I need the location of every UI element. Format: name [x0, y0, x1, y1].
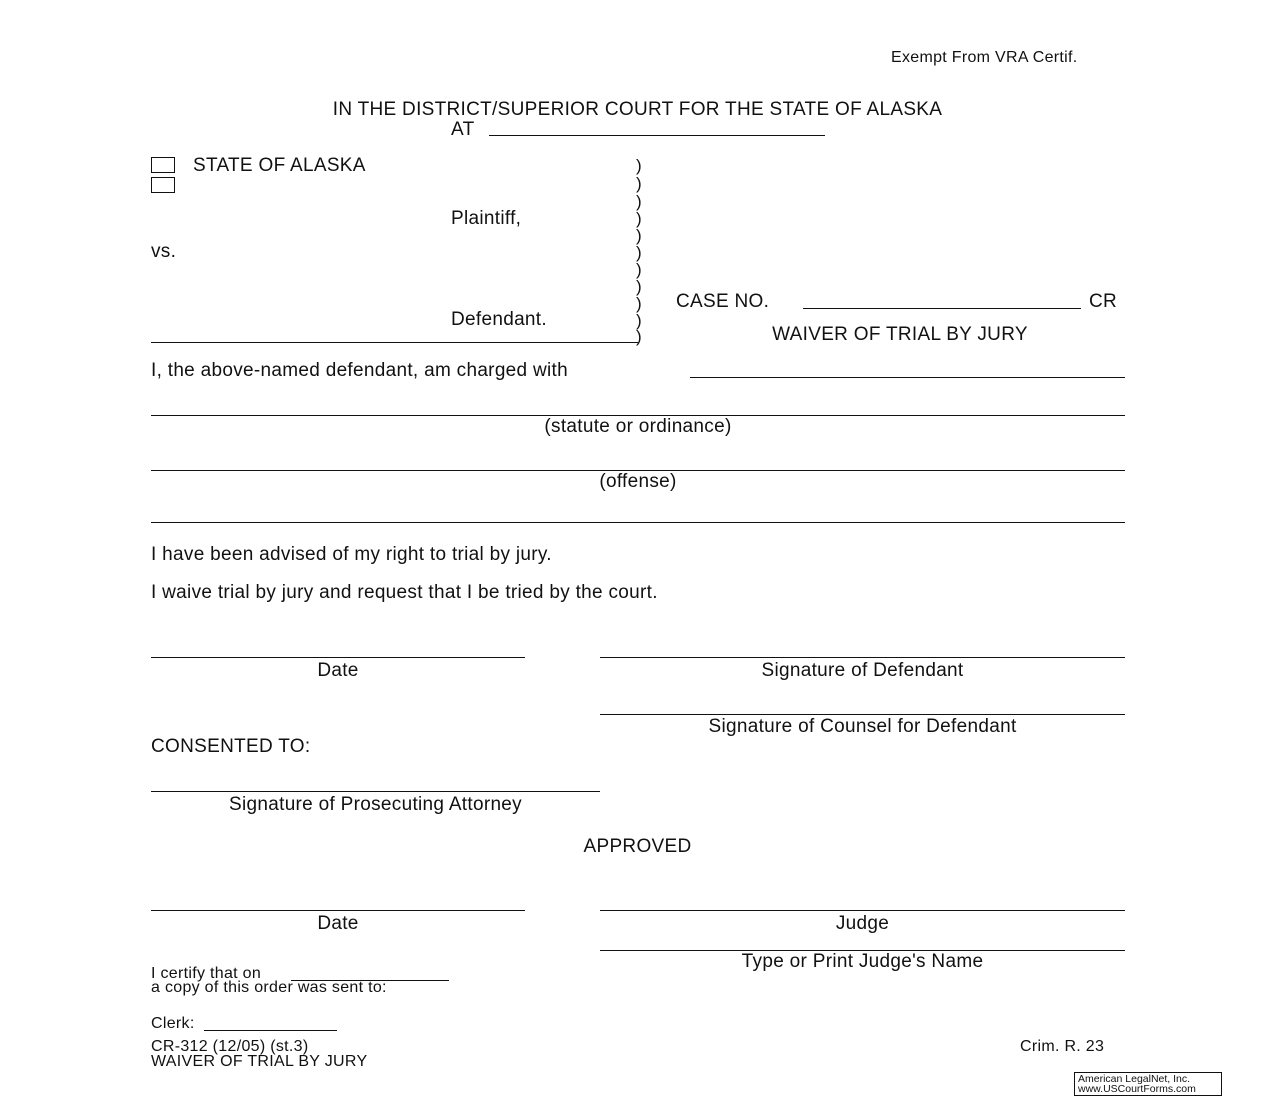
advised-statement: I have been advised of my right to trial by jury. — [151, 544, 552, 565]
caption-paren: ) — [636, 327, 642, 346]
caption-paren: ) — [636, 174, 642, 193]
plaintiff-label: Plaintiff, — [451, 208, 522, 229]
judge-label: Judge — [835, 913, 890, 934]
certify-line-1: I certify that on — [151, 965, 262, 982]
caption-paren: ) — [636, 311, 642, 330]
court-title: IN THE DISTRICT/SUPERIOR COURT FOR THE STATE OF ALASKA — [332, 99, 943, 120]
at-location-field[interactable] — [489, 135, 825, 136]
prosecutor-signature-field[interactable] — [151, 791, 600, 792]
waiver-statement: I waive trial by jury and request that I be tried by the court. — [151, 582, 658, 603]
offense-caption: (offense) — [599, 471, 677, 492]
date-field[interactable] — [151, 657, 525, 658]
defendant-signature-label: Signature of Defendant — [761, 660, 964, 681]
exempt-notice: Exempt From VRA Certif. — [891, 49, 1078, 66]
clerk-field[interactable] — [204, 1030, 337, 1031]
court-rule: Crim. R. 23 — [1020, 1038, 1105, 1055]
caption-paren: ) — [636, 209, 642, 228]
document-title: WAIVER OF TRIAL BY JURY — [772, 324, 1028, 345]
at-label: AT — [451, 119, 475, 140]
caption-paren: ) — [636, 243, 642, 262]
state-label: STATE OF ALASKA — [193, 155, 366, 176]
caption-paren: ) — [636, 156, 642, 175]
state-checkbox[interactable] — [151, 157, 175, 173]
case-no-label: CASE NO. — [676, 291, 770, 312]
judge-name-label: Type or Print Judge's Name — [741, 951, 984, 972]
stamp-line-2: www.USCourtForms.com — [1078, 1083, 1196, 1095]
case-number-field[interactable] — [803, 308, 1081, 309]
counsel-signature-field[interactable] — [600, 714, 1125, 715]
date-label: Date — [317, 660, 359, 681]
vs-label: vs. — [151, 241, 177, 262]
caption-paren: ) — [636, 260, 642, 279]
caption-paren: ) — [636, 226, 642, 245]
caption-paren: ) — [636, 192, 642, 211]
charged-label: I, the above-named defendant, am charged with — [151, 360, 568, 381]
counsel-signature-label: Signature of Counsel for Defendant — [708, 716, 1017, 737]
defendant-signature-field[interactable] — [600, 657, 1125, 658]
consented-label: CONSENTED TO: — [151, 736, 311, 757]
form-title: WAIVER OF TRIAL BY JURY — [151, 1053, 368, 1070]
caption-paren: ) — [636, 294, 642, 313]
certify-line-2: a copy of this order was sent to: — [151, 979, 387, 996]
approval-date-label: Date — [317, 913, 359, 934]
prosecutor-signature-label: Signature of Prosecuting Attorney — [229, 794, 522, 815]
defendant-label: Defendant. — [451, 309, 547, 330]
judge-signature-field[interactable] — [600, 910, 1125, 911]
charge-field[interactable] — [690, 377, 1125, 378]
other-plaintiff-checkbox[interactable] — [151, 177, 175, 193]
defendant-name-field[interactable] — [151, 342, 638, 343]
case-suffix: CR — [1089, 291, 1118, 312]
offense-continuation-field[interactable] — [151, 522, 1125, 523]
approval-date-field[interactable] — [151, 910, 525, 911]
approved-label: APPROVED — [583, 836, 692, 857]
clerk-label: Clerk: — [151, 1015, 195, 1032]
stamp-line-1: American LegalNet, Inc. — [1078, 1073, 1191, 1085]
caption-paren: ) — [636, 277, 642, 296]
statute-caption: (statute or ordinance) — [544, 416, 732, 437]
form-number: CR-312 (12/05) (st.3) — [151, 1038, 309, 1055]
publisher-stamp — [1074, 1072, 1222, 1096]
